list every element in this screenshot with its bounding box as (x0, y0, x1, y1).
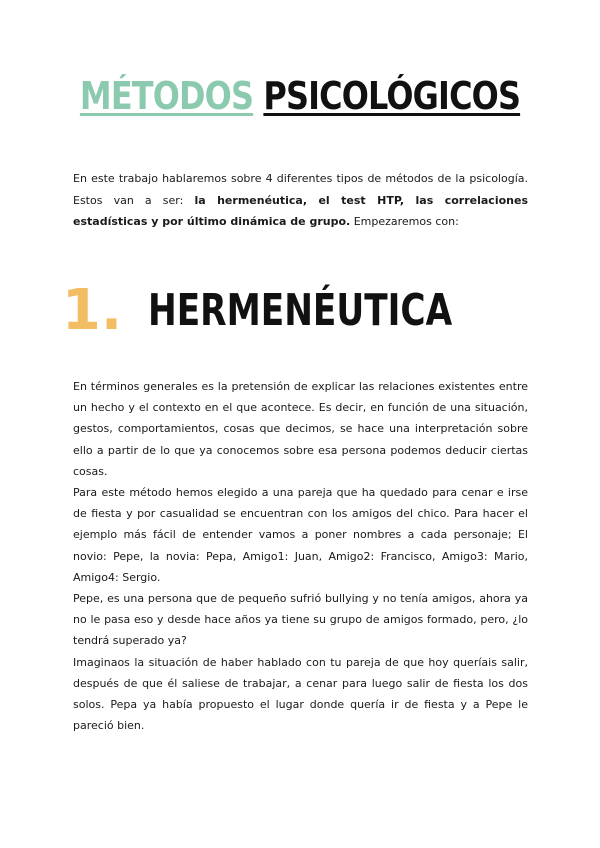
intro-tail: Empezaremos con: (350, 215, 459, 228)
body-paragraph-definition: En términos generales es la pretensión de explicar las relaciones existentes entre un hecho y el contexto en el que acontece. Es decir, en función de una situación, gestos, comportamientos, cosas que decimos, se hace una interpretación sobre ello a partir de lo que ya conocemos sobre esa persona podemos deducir ciertas cosas. (73, 380, 528, 478)
intro-lead: En este trabajo hablaremos sobre 4 diferentes tipos de métodos de la psicología. Estos van a ser: (73, 172, 528, 207)
body-paragraph-situation: Imaginaos la situación de haber hablado con tu pareja de que hoy queríais salir, después de que él saliese de trabajar, a cenar para luego salir de fiesta los dos solos. Pepa ya había propuesto el lugar donde quería ir de fiesta y a Pepe le pareció bien. (73, 655, 528, 733)
section-heading (0, 278, 600, 343)
section-title: HERMENÉUTICA (148, 285, 453, 336)
title-part-metodos: MÉTODOS (79, 74, 254, 118)
section-body (73, 376, 528, 736)
section-number: 1. (61, 278, 123, 343)
intro-paragraph (73, 168, 528, 233)
intro-bold-methods: la hermenéutica, el test HTP, las correlaciones estadísticas y por último dinámica de grupo. (73, 193, 528, 228)
title-part-psicologicos: PSICOLÓGICOS (263, 74, 521, 118)
body-paragraph-example: Para este método hemos elegido a una pareja que ha quedado para cenar e irse de fiesta y por casualidad se encuentran con los amigos del chico. Para hacer el ejemplo más fácil de entender vamos a poner nombres a cada personaje; El novio: Pepe, la novia: Pepa, Amigo1: Juan, Amigo2: Francisco, Amigo3: Mario, Amigo4: Sergio. (73, 486, 528, 584)
page-title (48, 74, 552, 118)
body-paragraph-pepe: Pepe, es una persona que de pequeño sufrió bullying y no tenía amigos, ahora ya no le pasa eso y desde hace años ya tiene su grupo de amigos formado, pero, ¿lo tendrá superado ya? (73, 592, 528, 648)
